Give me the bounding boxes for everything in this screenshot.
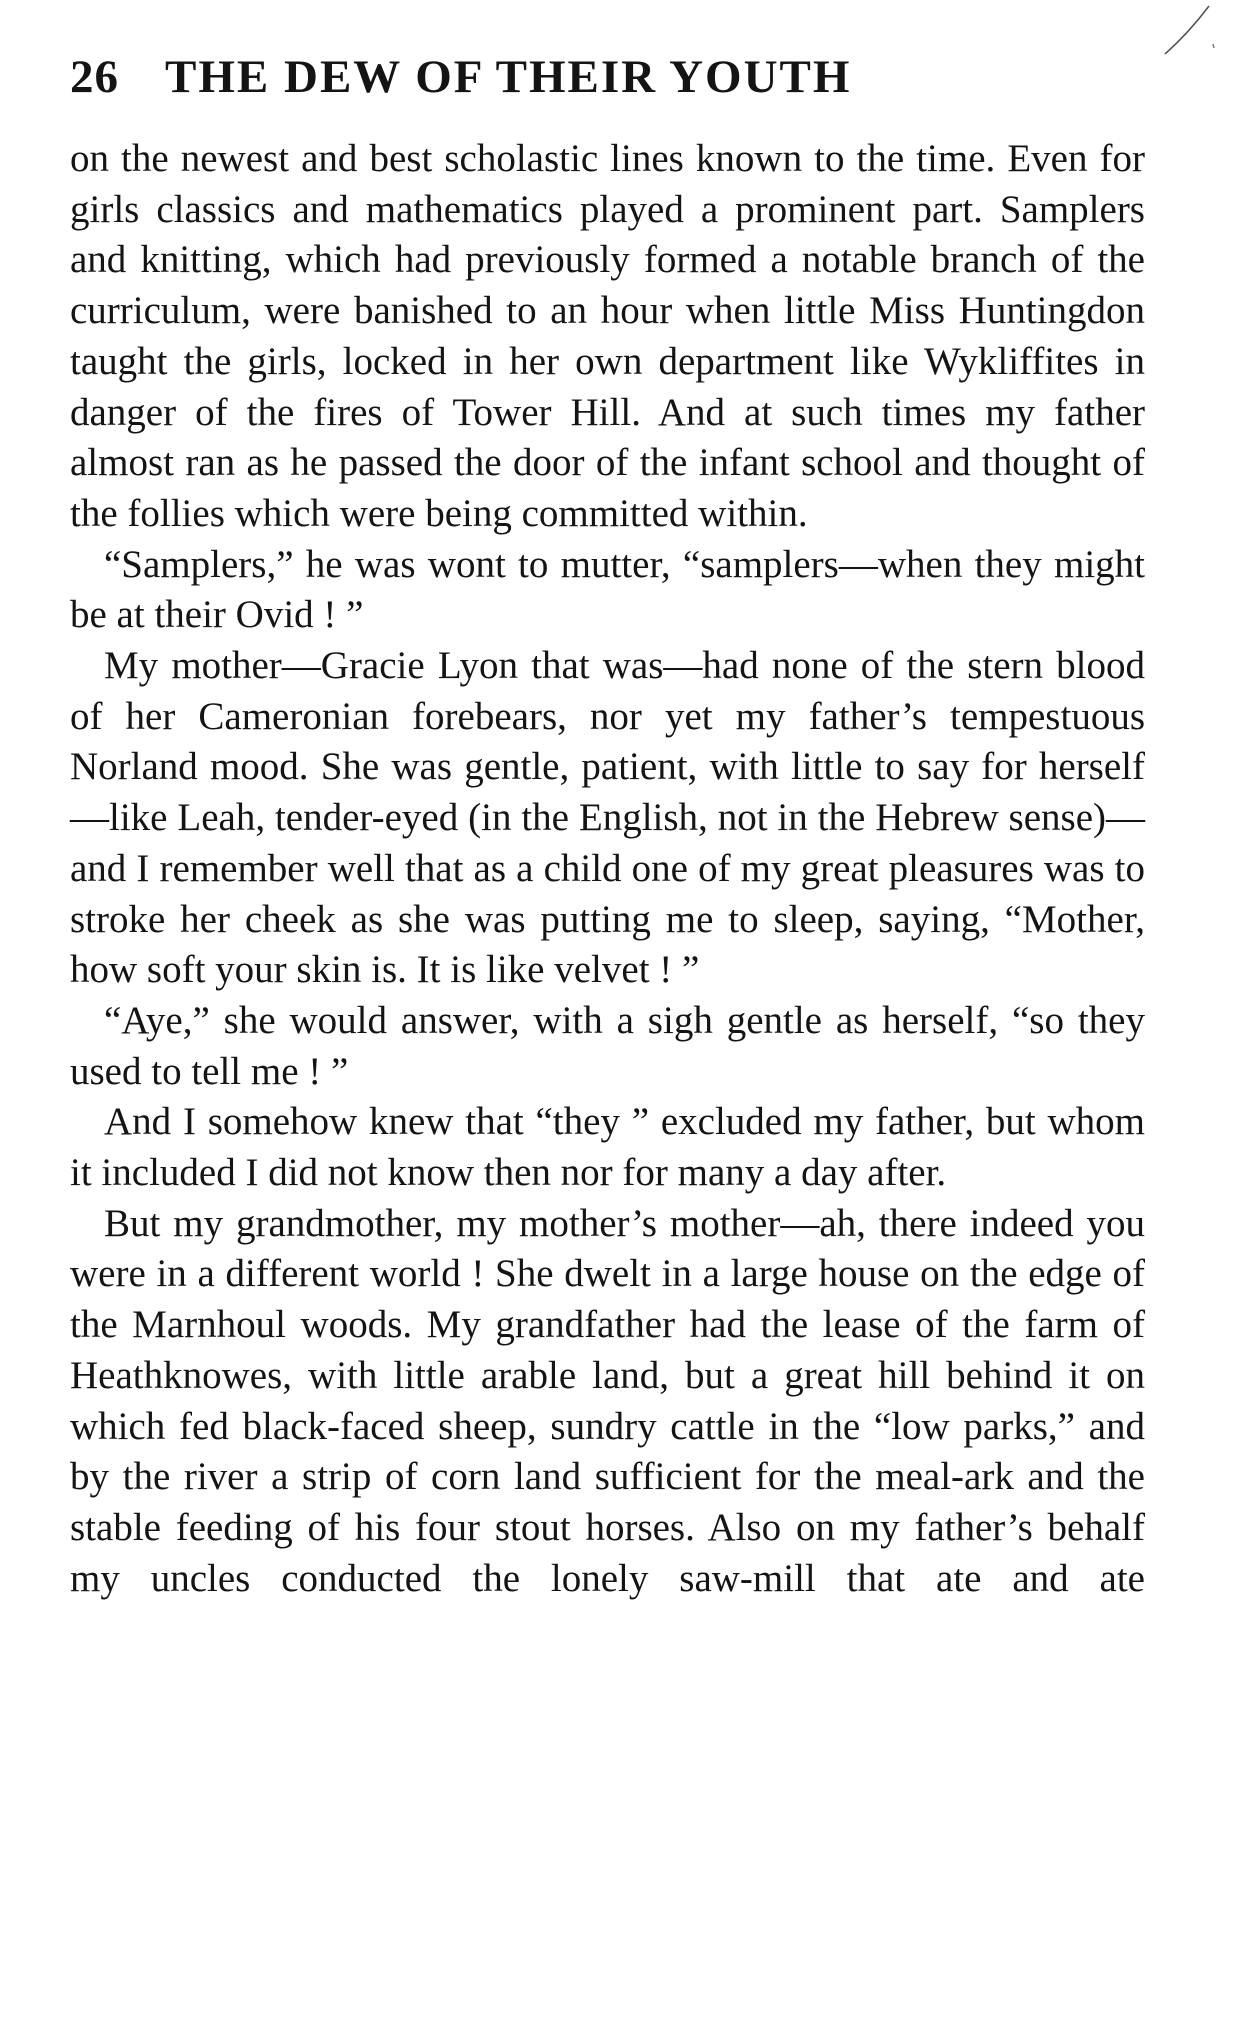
- paragraph: “Aye,” she would answer, with a sigh gentle as herself, “so they used to tell me ! ”: [70, 998, 1145, 1093]
- running-title: THE DEW OF THEIR YOUTH: [165, 51, 852, 103]
- pencil-stroke-mark: [1135, 4, 1215, 64]
- paragraph: “Samplers,” he was wont to mutter, “samplers—when they might be at their Ovid ! ”: [70, 542, 1145, 637]
- body-text: [70, 134, 1145, 1604]
- paragraph: But my grandmother, my mother’s mother—ah, there indeed you were in a different world ! She dwelt in a large house on the edge of the Marnhoul woods. My grandfather had the lease of the farm of Heathknowes, with little arable land, but a great hill behind it on which fed black-faced sheep, sundry cattle in the “low parks,” and by the river a strip of corn land sufficient for the meal-ark and the stable feeding of his four stout horses. Also on my father’s behalf my uncles conducted the lonely saw-mill that ate and ate: [70, 1201, 1145, 1600]
- paragraph: My mother—Gracie Lyon that was—had none of the stern blood of her Cameronian forebears, nor yet my father’s tempestuous Norland mood. She was gentle, patient, with little to say for herself—like Leah, tender-eyed (in the English, not in the Hebrew sense)—and I remember well that as a child one of my great pleasures was to stroke her cheek as she was putting me to sleep, saying, “Mother, how soft your skin is. It is like velvet ! ”: [70, 644, 1145, 992]
- page-number: 26: [70, 51, 119, 103]
- paragraph: on the newest and best scholastic lines known to the time. Even for girls classics and mathematics played a prominent part. Samplers and knitting, which had previously formed a notable branch of the curriculum, were banished to an hour when little Miss Huntingdon taught the girls, locked in her own department like Wykliffites in danger of the fires of Tower Hill. And at such times my father almost ran as he passed the door of the infant school and thought of the follies which were being committed within.: [70, 137, 1145, 535]
- paragraph: And I somehow knew that “they ” excluded my father, but whom it included I did not know then nor for many a day after.: [70, 1100, 1145, 1195]
- book-page: [70, 50, 1145, 1604]
- page-header: [70, 50, 1145, 110]
